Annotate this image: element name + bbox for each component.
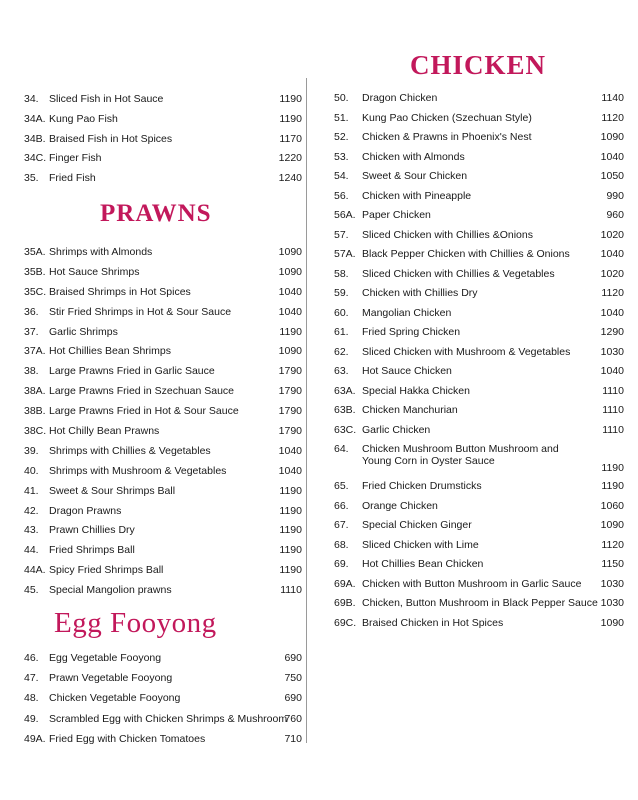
item-number: 53. xyxy=(334,150,349,163)
item-price: 1090 xyxy=(278,345,302,358)
item-name: Dragon Prawns xyxy=(49,504,122,517)
item-price: 1040 xyxy=(278,305,302,318)
item-price: 1110 xyxy=(602,384,624,397)
item-price: 1190 xyxy=(279,504,302,517)
menu-item xyxy=(334,92,624,112)
item-name: Chicken Vegetable Fooyong xyxy=(49,692,181,705)
menu-item xyxy=(24,93,302,113)
item-number: 34A. xyxy=(24,112,46,125)
menu-item xyxy=(334,190,624,210)
item-number: 35C. xyxy=(24,285,47,298)
item-price: 1190 xyxy=(279,112,302,125)
item-price: 1040 xyxy=(600,365,624,377)
menu-item xyxy=(334,307,624,327)
item-name: Fried Chicken Drumsticks xyxy=(362,480,482,492)
menu-item xyxy=(334,209,624,229)
item-name: Hot Sauce Shrimps xyxy=(49,265,140,278)
menu-item xyxy=(24,286,302,306)
menu-item xyxy=(334,539,624,559)
item-number: 57A. xyxy=(334,248,356,260)
menu-item xyxy=(334,131,624,151)
menu-item xyxy=(24,405,302,425)
item-name: Shrimps with Almonds xyxy=(49,246,153,258)
menu-item xyxy=(24,465,302,485)
item-number: 43. xyxy=(24,524,39,537)
item-number: 50. xyxy=(334,92,349,104)
item-name: Finger Fish xyxy=(49,152,102,165)
item-number: 69A. xyxy=(334,577,356,590)
item-name: Chicken Manchurian xyxy=(362,404,458,416)
menu-item xyxy=(334,229,624,249)
item-price: 1190 xyxy=(279,325,302,338)
menu-item xyxy=(24,306,302,326)
item-price: 1190 xyxy=(279,524,302,537)
item-name: Dragon Chicken xyxy=(362,92,438,104)
item-name: Sliced Chicken with Chillies & Vegetables xyxy=(362,267,555,280)
item-name: Spicy Fried Shrimps Ball xyxy=(49,564,164,577)
item-name: Sliced Chicken with Mushroom & Vegetables xyxy=(362,345,571,358)
item-price: 1040 xyxy=(278,444,302,457)
menu-item xyxy=(24,445,302,465)
item-number: 38B. xyxy=(24,405,46,418)
item-price: 1110 xyxy=(602,423,624,436)
item-number: 34C. xyxy=(24,152,47,165)
item-number: 66. xyxy=(334,499,349,512)
menu-item xyxy=(24,326,302,346)
item-name: Chicken with Button Mushroom in Garlic Sauce xyxy=(362,577,582,590)
item-price: 1790 xyxy=(278,425,302,438)
menu-item xyxy=(334,558,624,578)
item-number: 47. xyxy=(24,672,39,685)
menu-item xyxy=(334,268,624,288)
item-price: 1190 xyxy=(279,564,302,577)
menu-item xyxy=(334,151,624,171)
item-name: Large Prawns Fried in Hot & Sour Sauce xyxy=(49,405,239,418)
item-number: 69. xyxy=(334,558,349,570)
item-price: 1120 xyxy=(601,538,624,551)
item-name: Stir Fried Shrimps in Hot & Sour Sauce xyxy=(49,305,232,318)
item-name: Sliced Chicken with Chillies &Onions xyxy=(362,228,533,241)
menu-item xyxy=(334,500,624,520)
item-number: 35B. xyxy=(24,265,46,278)
item-price: 1060 xyxy=(600,499,624,512)
item-number: 36. xyxy=(24,305,39,318)
egg-fooyong-heading: Egg Fooyong xyxy=(54,607,217,639)
item-name: Black Pepper Chicken with Chillies & Onions xyxy=(362,248,570,260)
item-name: Chicken & Prawns in Phoenix's Nest xyxy=(362,131,532,143)
menu-item xyxy=(24,672,302,692)
item-price: 1110 xyxy=(280,584,302,597)
item-number: 65. xyxy=(334,480,349,492)
item-number: 38A. xyxy=(24,385,46,398)
menu-item xyxy=(24,584,302,604)
menu-item xyxy=(334,617,624,637)
menu-item xyxy=(24,113,302,133)
menu-item xyxy=(24,133,302,153)
item-price: 1140 xyxy=(601,92,624,104)
item-price: 1090 xyxy=(600,131,624,143)
prawns-list xyxy=(24,246,302,604)
menu-item xyxy=(24,564,302,584)
menu-item xyxy=(334,519,624,539)
item-price: 1050 xyxy=(600,170,624,182)
item-name: Sweet & Sour Shrimps Ball xyxy=(49,484,176,497)
item-number: 57. xyxy=(334,228,349,241)
item-number: 42. xyxy=(24,504,39,517)
item-number: 62. xyxy=(334,345,349,358)
item-name: Hot Chillies Bean Shrimps xyxy=(49,345,171,358)
chicken-list xyxy=(334,92,624,636)
item-number: 41. xyxy=(24,484,39,497)
item-price: 1040 xyxy=(278,464,302,477)
fish-list xyxy=(24,93,302,192)
item-name: Chicken with Pineapple xyxy=(362,189,472,202)
item-name: Prawn Vegetable Fooyong xyxy=(49,672,173,685)
menu-item xyxy=(24,524,302,544)
item-number: 61. xyxy=(334,326,349,338)
menu-item xyxy=(334,424,624,444)
item-name: Kung Pao Chicken (Szechuan Style) xyxy=(362,111,532,124)
menu-item xyxy=(334,597,624,617)
item-number: 45. xyxy=(24,584,39,597)
menu-item xyxy=(334,443,624,480)
item-price: 1090 xyxy=(278,265,302,278)
item-name: Hot Sauce Chicken xyxy=(362,365,452,377)
item-number: 51. xyxy=(334,111,349,124)
item-name: Fried Fish xyxy=(49,172,96,185)
item-number: 35A. xyxy=(24,246,46,258)
menu-item xyxy=(334,404,624,424)
menu-item xyxy=(24,425,302,445)
item-price: 1190 xyxy=(279,544,302,557)
item-name: Chicken, Button Mushroom in Black Pepper Sauce xyxy=(362,597,598,609)
menu-item xyxy=(24,152,302,172)
item-price: 1040 xyxy=(600,306,624,319)
item-name: Chicken Mushroom Button Mushroom and Young Corn in Oyster Sauce xyxy=(362,443,559,467)
item-name: Sliced Chicken with Lime xyxy=(362,538,479,551)
item-name: Sweet & Sour Chicken xyxy=(362,170,468,182)
item-price: 1220 xyxy=(278,152,302,165)
item-number: 34B. xyxy=(24,132,46,145)
item-name: Fried Spring Chicken xyxy=(362,326,461,338)
item-price: 1790 xyxy=(278,365,302,378)
item-name: Hot Chillies Bean Chicken xyxy=(362,558,484,570)
item-name: Special Chicken Ginger xyxy=(362,519,472,531)
item-name: Fried Shrimps Ball xyxy=(49,544,135,557)
item-number: 34. xyxy=(24,93,39,105)
item-name: Special Mangolion prawns xyxy=(49,584,172,597)
item-price: 1020 xyxy=(600,228,624,241)
item-name: Shrimps with Chillies & Vegetables xyxy=(49,444,211,457)
item-number: 54. xyxy=(334,170,349,182)
menu-item xyxy=(24,505,302,525)
item-name: Braised Fish in Hot Spices xyxy=(49,132,173,145)
item-price: 1240 xyxy=(278,172,302,185)
item-price: 960 xyxy=(606,209,624,221)
item-number: 58. xyxy=(334,267,349,280)
item-name: Scrambled Egg with Chicken Shrimps & Mushroom xyxy=(49,712,288,725)
item-number: 39. xyxy=(24,444,39,457)
item-price: 1090 xyxy=(600,616,624,629)
item-price: 1290 xyxy=(600,326,624,338)
menu-item xyxy=(334,112,624,132)
menu-item xyxy=(24,485,302,505)
column-divider xyxy=(306,78,307,743)
menu-item xyxy=(24,246,302,266)
item-name: Braised Chicken in Hot Spices xyxy=(362,616,504,629)
item-number: 69C. xyxy=(334,616,357,629)
item-price: 1120 xyxy=(601,287,624,299)
item-number: 49A. xyxy=(24,732,46,745)
item-name: Fried Egg with Chicken Tomatoes xyxy=(49,732,206,745)
item-name: Chicken with Chillies Dry xyxy=(362,287,478,299)
item-name: Large Prawns Fried in Garlic Sauce xyxy=(49,365,215,378)
item-number: 37. xyxy=(24,325,39,338)
item-price: 1190 xyxy=(601,461,624,474)
item-price: 760 xyxy=(284,712,302,725)
item-price: 1030 xyxy=(600,577,624,590)
item-name: Orange Chicken xyxy=(362,499,438,512)
menu-item xyxy=(334,287,624,307)
item-price: 1040 xyxy=(600,150,624,163)
item-price: 1170 xyxy=(279,132,302,145)
item-number: 44A. xyxy=(24,564,46,577)
item-number: 44. xyxy=(24,544,39,557)
menu-item xyxy=(334,480,624,500)
item-number: 56A. xyxy=(334,209,356,221)
item-price: 1190 xyxy=(279,484,302,497)
item-price: 1790 xyxy=(278,405,302,418)
item-price: 1030 xyxy=(600,345,624,358)
item-price: 1090 xyxy=(278,246,302,258)
item-price: 750 xyxy=(284,672,302,685)
item-price: 710 xyxy=(284,732,302,745)
menu-item xyxy=(24,385,302,405)
item-name: Sliced Fish in Hot Sauce xyxy=(49,93,164,105)
item-number: 68. xyxy=(334,538,349,551)
menu-item xyxy=(24,266,302,286)
item-name: Mangolian Chicken xyxy=(362,306,452,319)
item-price: 690 xyxy=(284,692,302,705)
item-price: 1110 xyxy=(602,404,624,416)
item-number: 49. xyxy=(24,712,39,725)
item-number: 37A. xyxy=(24,345,46,358)
item-number: 56. xyxy=(334,189,349,202)
menu-item xyxy=(24,544,302,564)
item-number: 63. xyxy=(334,365,349,377)
item-name: Hot Chilly Bean Prawns xyxy=(49,425,160,438)
item-name: Prawn Chillies Dry xyxy=(49,524,135,537)
item-name: Large Prawns Fried in Szechuan Sauce xyxy=(49,385,235,398)
item-number: 52. xyxy=(334,131,349,143)
menu-item xyxy=(334,385,624,405)
item-price: 690 xyxy=(284,652,302,664)
menu-item xyxy=(24,345,302,365)
item-name: Chicken with Almonds xyxy=(362,150,465,163)
item-price: 1090 xyxy=(600,519,624,531)
item-price: 1790 xyxy=(278,385,302,398)
item-number: 38. xyxy=(24,365,39,378)
item-number: 38C. xyxy=(24,425,47,438)
item-number: 60. xyxy=(334,306,349,319)
prawns-heading: PRAWNS xyxy=(100,200,212,227)
item-number: 46. xyxy=(24,652,39,664)
item-price: 1040 xyxy=(600,248,624,260)
item-name: Garlic Shrimps xyxy=(49,325,118,338)
item-price: 1150 xyxy=(601,558,624,570)
item-number: 40. xyxy=(24,464,39,477)
item-number: 59. xyxy=(334,287,349,299)
item-name: Paper Chicken xyxy=(362,209,431,221)
item-price: 1020 xyxy=(600,267,624,280)
menu-item xyxy=(24,713,302,733)
item-name: Kung Pao Fish xyxy=(49,112,118,125)
menu-item xyxy=(334,326,624,346)
egg-fooyong-list xyxy=(24,652,302,753)
item-number: 63A. xyxy=(334,384,356,397)
item-number: 63C. xyxy=(334,423,357,436)
item-name: Egg Vegetable Fooyong xyxy=(49,652,162,664)
item-number: 63B. xyxy=(334,404,356,416)
menu-item xyxy=(24,692,302,712)
item-price: 1120 xyxy=(601,111,624,124)
menu-item xyxy=(24,733,302,753)
item-name: Special Hakka Chicken xyxy=(362,384,470,397)
item-price: 1040 xyxy=(278,285,302,298)
menu-item xyxy=(24,652,302,672)
chicken-heading: CHICKEN xyxy=(410,50,547,80)
menu-item xyxy=(334,578,624,598)
menu-item xyxy=(334,346,624,366)
item-name: Garlic Chicken xyxy=(362,423,431,436)
item-price: 1190 xyxy=(279,93,302,105)
menu-item xyxy=(334,248,624,268)
item-number: 64. xyxy=(334,443,349,455)
item-price: 1190 xyxy=(601,480,624,492)
menu-item xyxy=(24,172,302,192)
item-name: Braised Shrimps in Hot Spices xyxy=(49,285,191,298)
item-number: 35. xyxy=(24,172,39,185)
menu-item xyxy=(24,365,302,385)
item-price: 990 xyxy=(606,189,624,202)
item-price: 1030 xyxy=(600,597,624,609)
item-number: 69B. xyxy=(334,597,356,609)
menu-item xyxy=(334,365,624,385)
item-name: Shrimps with Mushroom & Vegetables xyxy=(49,464,227,477)
item-number: 48. xyxy=(24,692,39,705)
menu-item xyxy=(334,170,624,190)
item-number: 67. xyxy=(334,519,349,531)
